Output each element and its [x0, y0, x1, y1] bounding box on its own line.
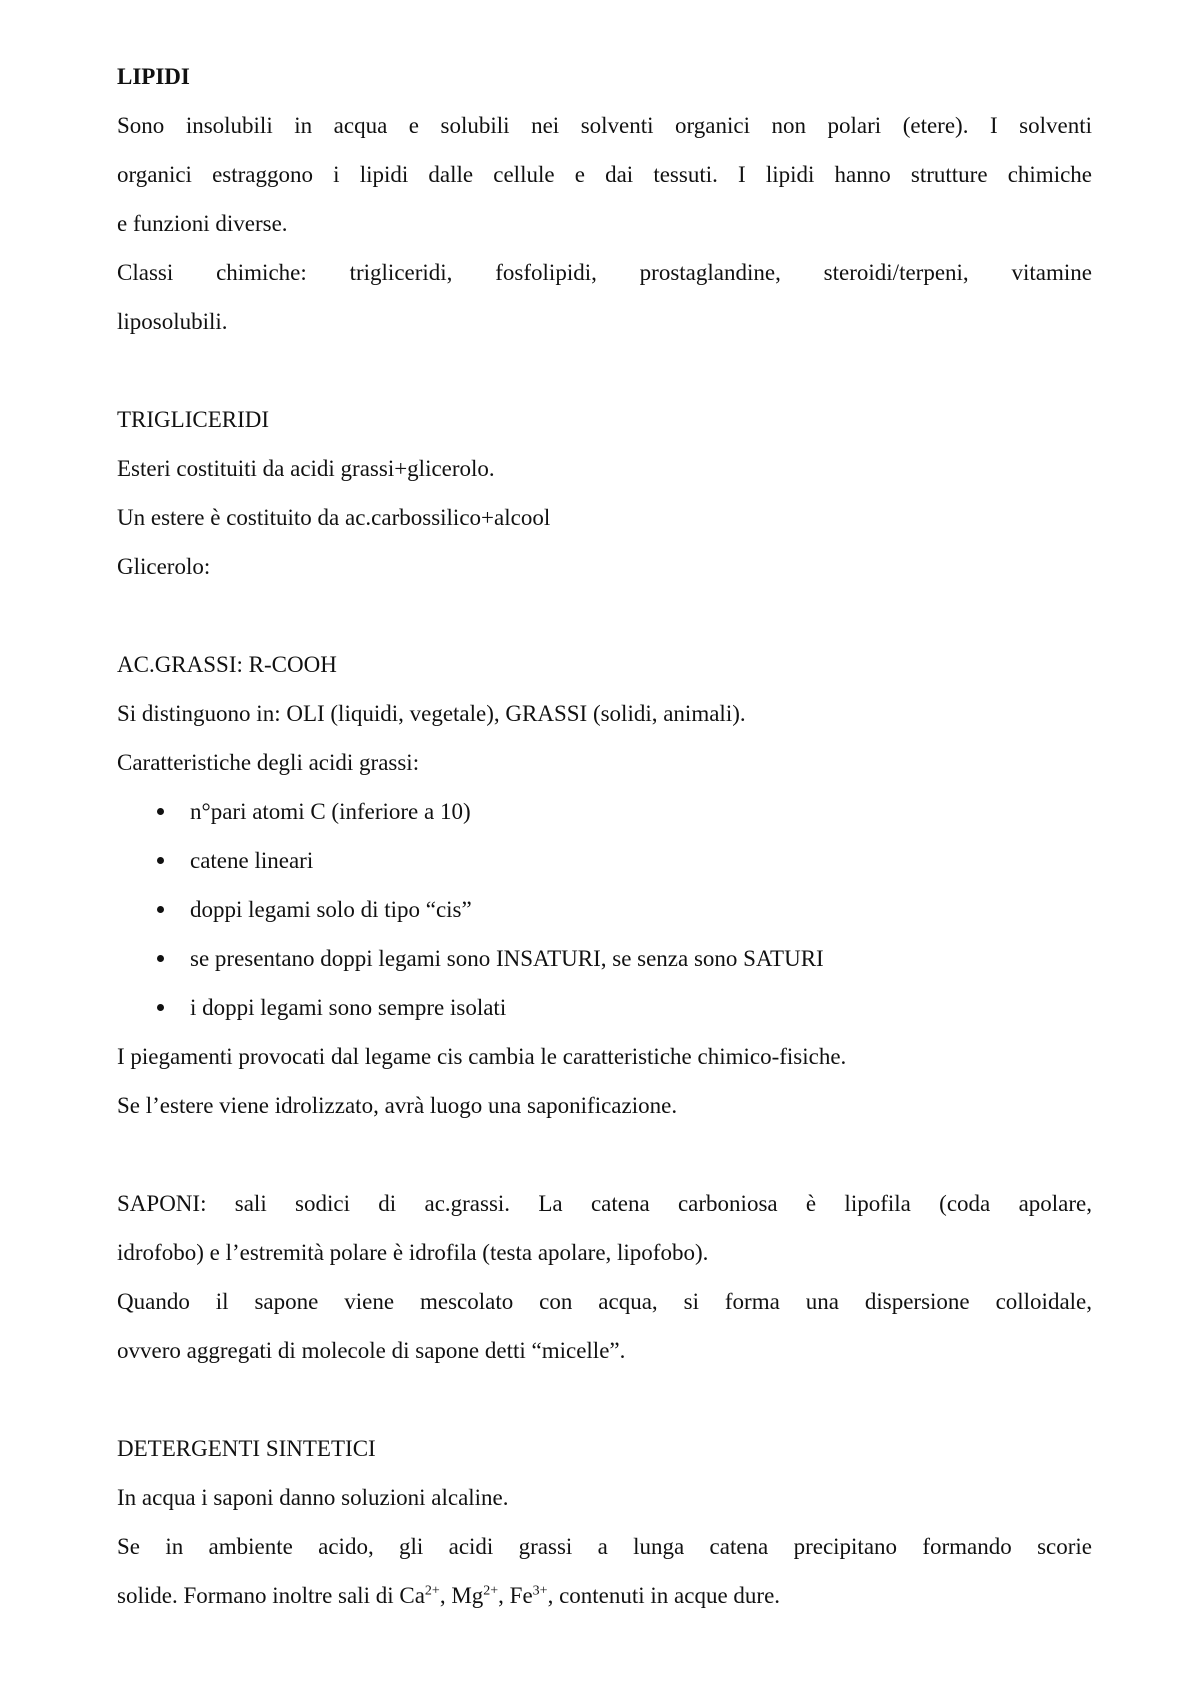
bullet-icon: [157, 808, 164, 815]
separator-text: , Fe: [498, 1583, 533, 1608]
saponi-line-3: Quando il sapone viene mescolato con acqua, si forma una dispersione colloidale,: [117, 1289, 1092, 1314]
list-item: [117, 787, 1092, 836]
list-item: [117, 885, 1092, 934]
list-item: [117, 983, 1092, 1032]
acgrassi-after-line-2: Se l’estere viene idrolizzato, avrà luogo una saponificazione.: [117, 1093, 678, 1118]
section-heading-acgrassi: AC.GRASSI: R-COOH: [117, 652, 337, 677]
spacer: [117, 346, 1092, 395]
trigliceridi-line-2: Un estere è costituito da ac.carbossilico+alcool: [117, 505, 551, 530]
list-item-text: i doppi legami sono sempre isolati: [190, 995, 507, 1020]
saponi-line-2: idrofobo) e l’estremità polare è idrofila (testa apolare, lipofobo).: [117, 1240, 709, 1265]
section-heading-detergenti: DETERGENTI SINTETICI: [117, 1436, 376, 1461]
page-title: LIPIDI: [117, 64, 190, 89]
saponi-line-1: SAPONI: sali sodici di ac.grassi. La catena carboniosa è lipofila (coda apolare,: [117, 1191, 1092, 1216]
intro-line-5: liposolubili.: [117, 309, 228, 334]
section-heading-trigliceridi: TRIGLICERIDI: [117, 407, 270, 432]
characteristics-list: [117, 787, 1092, 1032]
detergenti-line-3-prefix: solide. Formano inoltre sali di Ca: [117, 1583, 425, 1608]
section-detergenti: [117, 1424, 1092, 1620]
calcium-charge: 2+: [424, 1583, 440, 1599]
detergenti-line-3: [117, 1571, 1092, 1620]
detergenti-line-3-suffix: , contenuti in acque dure.: [547, 1583, 781, 1608]
bullet-icon: [157, 955, 164, 962]
section-saponi: [117, 1179, 1092, 1375]
separator-text: , Mg: [439, 1583, 484, 1608]
list-item: [117, 934, 1092, 983]
intro-line-4: Classi chimiche: trigliceridi, fosfolipidi, prostaglandine, steroidi/terpeni, vitamine: [117, 260, 1092, 285]
saponi-line-4: ovvero aggregati di molecole di sapone detti “micelle”.: [117, 1338, 626, 1363]
section-acgrassi: [117, 640, 1092, 1130]
spacer: [117, 1130, 1092, 1179]
iron-charge: 3+: [532, 1583, 548, 1599]
intro-line-2: organici estraggono i lipidi dalle cellule e dai tessuti. I lipidi hanno strutture chimiche: [117, 162, 1092, 187]
list-item-text: n°pari atomi C (inferiore a 10): [190, 799, 471, 824]
bullet-icon: [157, 857, 164, 864]
bullet-icon: [157, 1004, 164, 1011]
acgrassi-line-1: Si distinguono in: OLI (liquidi, vegetale), GRASSI (solidi, animali).: [117, 701, 746, 726]
trigliceridi-line-1: Esteri costituiti da acidi grassi+glicerolo.: [117, 456, 495, 481]
spacer: [117, 591, 1092, 640]
intro-line-1: Sono insolubili in acqua e solubili nei solventi organici non polari (etere). I solventi: [117, 113, 1092, 138]
intro-paragraph: [117, 101, 1092, 346]
trigliceridi-line-3: Glicerolo:: [117, 554, 211, 579]
bullet-icon: [157, 906, 164, 913]
list-item-text: catene lineari: [190, 848, 314, 873]
acgrassi-after-line-1: I piegamenti provocati dal legame cis cambia le caratteristiche chimico-fisiche.: [117, 1044, 847, 1069]
intro-line-3: e funzioni diverse.: [117, 211, 288, 236]
section-trigliceridi: [117, 395, 1092, 591]
acgrassi-line-2: Caratteristiche degli acidi grassi:: [117, 750, 420, 775]
detergenti-line-2: Se in ambiente acido, gli acidi grassi a lunga catena precipitano formando scorie: [117, 1534, 1092, 1559]
detergenti-line-1: In acqua i saponi danno soluzioni alcaline.: [117, 1485, 509, 1510]
list-item-text: se presentano doppi legami sono INSATURI, se senza sono SATURI: [190, 946, 824, 971]
spacer: [117, 1375, 1092, 1424]
list-item: [117, 836, 1092, 885]
magnesium-charge: 2+: [483, 1583, 499, 1599]
list-item-text: doppi legami solo di tipo “cis”: [190, 897, 472, 922]
